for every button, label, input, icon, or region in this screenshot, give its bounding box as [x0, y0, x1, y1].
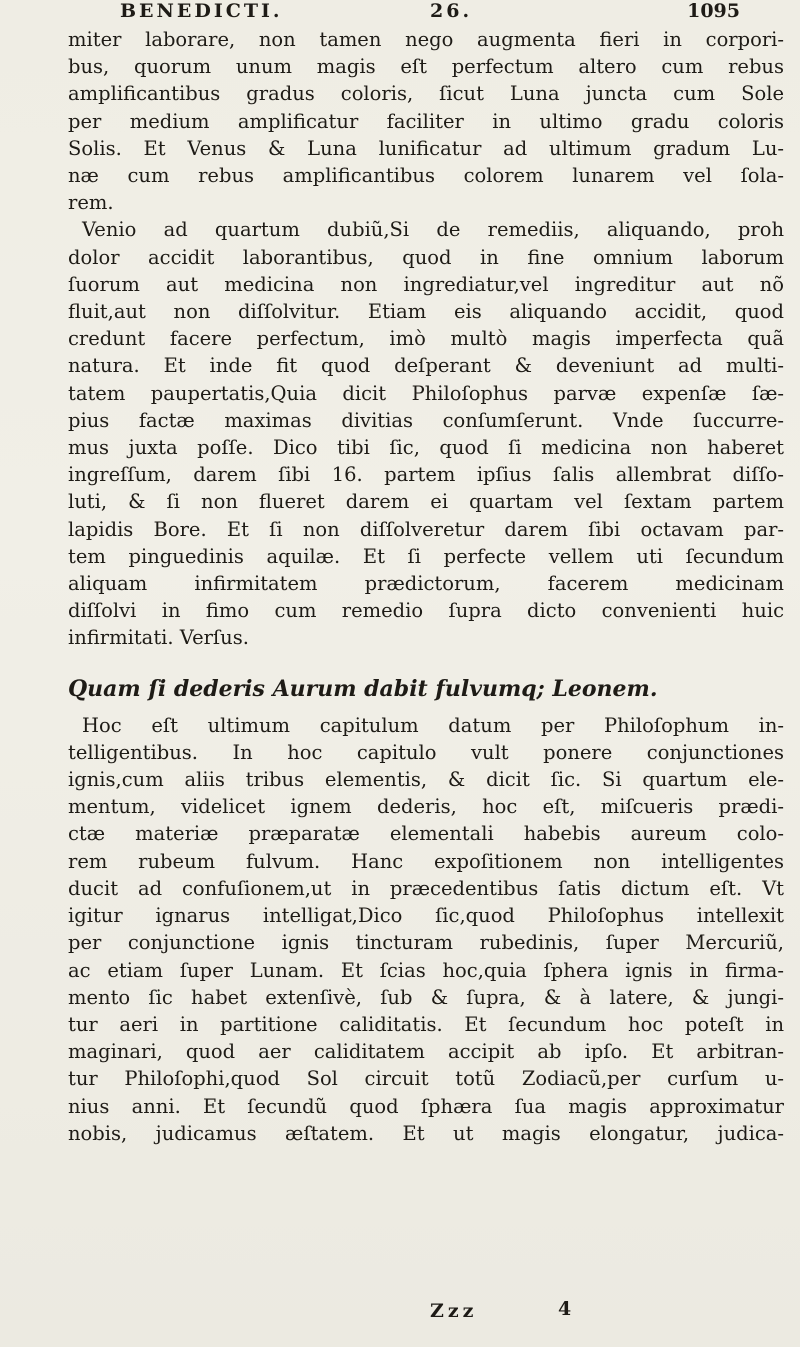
- text-line: diſſolvi in fimo cum remedio ſupra dicto convenienti huic: [68, 599, 784, 623]
- text-line: ctæ materiæ præparatæ elementali habebis aureum colo-: [68, 822, 784, 846]
- text-line: mentum, videlicet ignem dederis, hoc eſt, miſcueris prædi-: [68, 795, 784, 819]
- page-number: 1095: [687, 0, 740, 22]
- text-line: per conjunctione ignis tincturam rubedinis, ſuper Mercuriũ,: [68, 931, 784, 955]
- text-line: luti, & ſi non flueret darem ei quartam vel ſextam partem: [68, 490, 784, 514]
- text-line: tur Philoſophi,quod Sol circuit totũ Zodiacũ,per curſum u-: [68, 1067, 784, 1091]
- text-line: pius factæ maximas divitias conſumſerunt. Vnde ſuccurre-: [68, 408, 784, 432]
- paragraph-2: [68, 216, 784, 651]
- text-line: ignis,cum aliis tribus elementis, & dicit ſic. Si quartum ele-: [68, 768, 784, 792]
- body-text: [68, 26, 784, 1147]
- text-line: infirmitati. Verſus.: [68, 626, 249, 650]
- text-line: ingreſſum, darem ſibi 16. partem ipſius ſalis allembrat diſſo-: [68, 463, 784, 487]
- text-line: Hoc eſt ultimum capitulum datum per Philoſophum in-: [82, 713, 784, 737]
- text-line: credunt facere perfectum, imò multò magis imperfecta quã: [68, 327, 784, 351]
- text-line: Venio ad quartum dubiũ,Si de remediis, aliquando, proh: [82, 218, 784, 242]
- running-head: [120, 0, 740, 26]
- text-line: telligentibus. In hoc capitulo vult ponere conjunctiones: [68, 740, 784, 764]
- paragraph-3: [68, 712, 784, 1147]
- text-line: Solis. Et Venus & Luna lunificatur ad ultimum gradum Lu-: [68, 136, 784, 160]
- text-line: miter laborare, non tamen nego augmenta fieri in corpori-: [68, 28, 784, 51]
- text-line: ducit ad confuſionem,ut in præcedentibus ſatis dictum eſt. Vt: [68, 876, 784, 900]
- paragraph-1: [68, 26, 784, 216]
- text-line: nius anni. Et ſecundũ quod ſphæra ſua magis approximatur: [68, 1094, 784, 1118]
- text-line: per medium amplificatur faciliter in ultimo gradu coloris: [68, 109, 784, 133]
- text-line: næ cum rebus amplificantibus colorem lunarem vel ſola-: [68, 164, 784, 188]
- text-line: mus juxta poſſe. Dico tibi ſic, quod ſi medicina non haberet: [68, 436, 784, 460]
- text-line: dolor accidit laborantibus, quod in fine omnium laborum: [68, 245, 784, 269]
- text-line: tatem paupertatis,Quia dicit Philoſophus parvæ expenſæ ſæ-: [68, 381, 784, 405]
- text-line: amplificantibus gradus coloris, ſicut Luna juncta cum Sole: [68, 82, 784, 106]
- text-line: mento ſic habet extenſivè, ſub & ſupra, & à latere, & jungi-: [68, 985, 784, 1009]
- text-line: tem pinguedinis aquilæ. Et ſi perfecte vellem uti ſecundum: [68, 544, 784, 568]
- signature-number: 4: [558, 1298, 572, 1320]
- text-line: fluit,aut non diſſolvitur. Etiam eis aliquando accidit, quod: [68, 300, 784, 324]
- text-line: ac etiam ſuper Lunam. Et ſcias hoc,quia ſphera ignis in firma-: [68, 958, 784, 982]
- text-line: natura. Et inde fit quod deſperant & deveniunt ad multi-: [68, 354, 784, 378]
- running-title: BENEDICTI.: [120, 0, 283, 22]
- text-line: tur aeri in partitione caliditatis. Et ſecundum hoc poteſt in: [68, 1012, 784, 1036]
- text-line: maginari, quod aer caliditatem accipit ab ipſo. Et arbitran-: [68, 1040, 784, 1064]
- text-line: nobis, judicamus æſtatem. Et ut magis elongatur, judica-: [68, 1121, 784, 1145]
- verse-motto: Quam ſi dederis Aurum dabit fulvumq; Leonem.: [68, 675, 658, 702]
- text-line: ſuorum aut medicina non ingrediatur,vel ingreditur aut nõ: [68, 272, 784, 296]
- text-line: rem.: [68, 191, 114, 215]
- text-line: bus, quorum unum magis eſt perfectum altero cum rebus: [68, 55, 784, 79]
- signature-mark: Zzz: [430, 1300, 478, 1322]
- text-line: rem rubeum fulvum. Hanc expoſitionem non intelligentes: [68, 849, 784, 873]
- chapter-number: 26.: [430, 0, 473, 22]
- text-line: aliquam infirmitatem prædictorum, facerem medicinam: [68, 572, 784, 596]
- text-line: igitur ignarus intelligat,Dico ſic,quod Philoſophus intellexit: [68, 904, 784, 928]
- text-line: lapidis Bore. Et ſi non diſſolveretur darem ſibi octavam par-: [68, 517, 784, 541]
